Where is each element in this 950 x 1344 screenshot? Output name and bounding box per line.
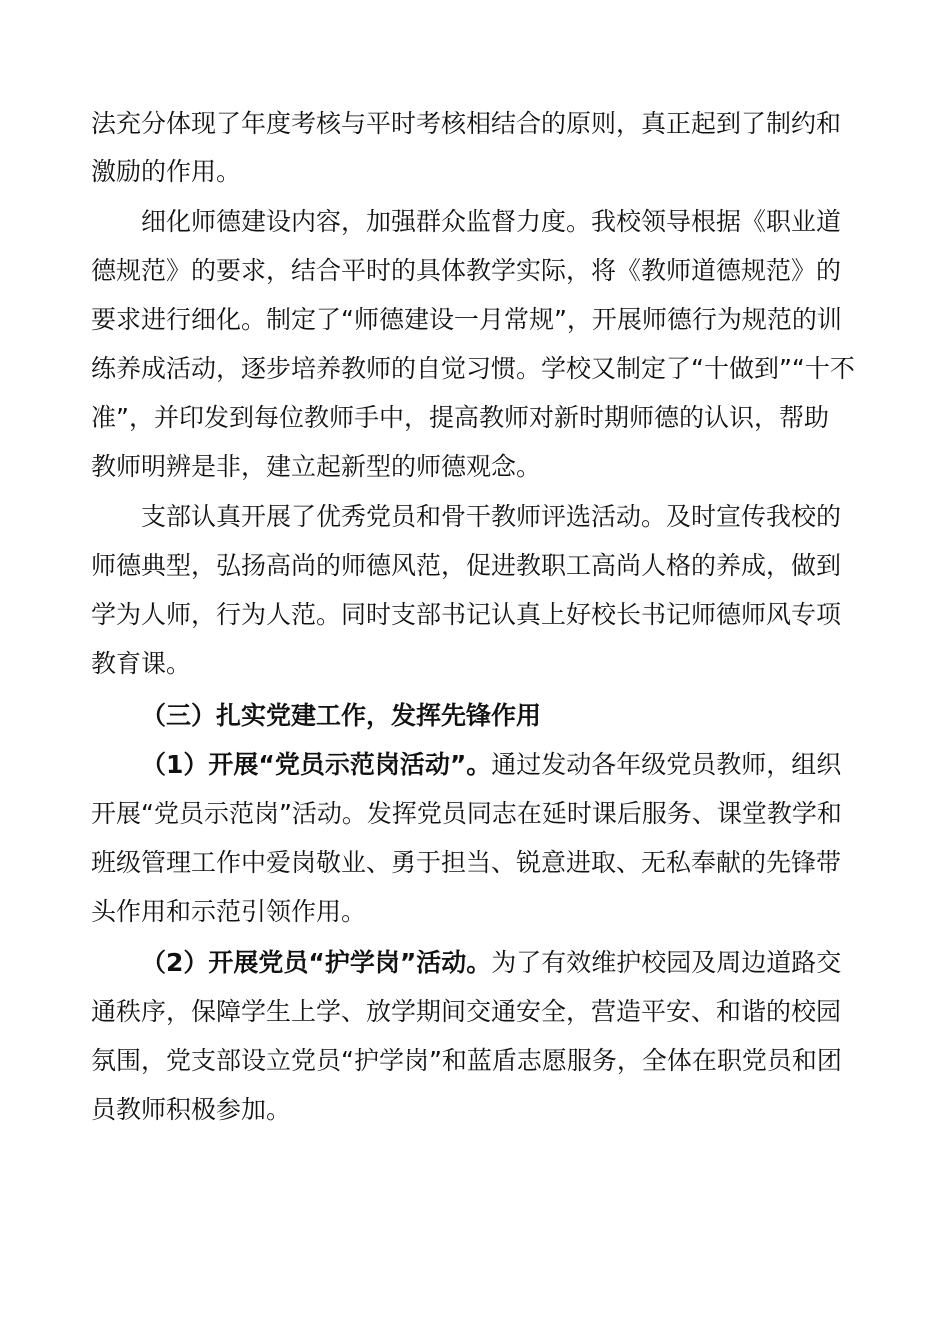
body-text-line: 练养成活动，逐步培养教师的自觉习惯。学校又制定了“十做到”“十不 — [91, 354, 855, 383]
body-text-line: 激励的作用。 — [91, 157, 242, 186]
body-text-line: 班级管理工作中爱岗敬业、勇于担当、锐意进取、无私奉献的先锋带 — [91, 848, 842, 877]
body-text-line: 员教师积极参加。 — [91, 1095, 292, 1124]
body-text-line: 法充分体现了年度考核与平时考核相结合的原则，真正起到了制约和 — [91, 109, 842, 138]
section-heading: （三）扎实党建工作，发挥先锋作用 — [141, 701, 542, 730]
body-text-line: 教育课。 — [91, 649, 192, 678]
body-text-line: 氛围，党支部设立党员“护学岗”和蓝盾志愿服务，全体在职党员和团 — [91, 1046, 842, 1075]
item-2-text: 为了有效维护校园及周边道路交 — [491, 948, 842, 977]
body-text-line: 要求进行细化。制定了“师德建设一月常规”，开展师德行为规范的训 — [91, 305, 842, 334]
body-text-line: 支部认真开展了优秀党员和骨干教师评选活动。及时宣传我校的 — [141, 502, 842, 531]
body-text-line: 开展“党员示范岗”活动。发挥党员同志在延时课后服务、课堂教学和 — [91, 799, 842, 828]
body-text-line: 通秩序，保障学生上学、放学期间交通安全，营造平安、和谐的校园 — [91, 997, 842, 1026]
body-text-line: 准”，并印发到每位教师手中，提高教师对新时期师德的认识，帮助 — [91, 403, 829, 432]
body-text-line: 教师明辨是非，建立起新型的师德观念。 — [91, 452, 542, 481]
body-text-line: 德规范》的要求，结合平时的具体教学实际，将《教师道德规范》的 — [91, 256, 842, 285]
body-text-line: 学为人师，行为人范。同时支部书记认真上好校长书记师德师风专项 — [91, 600, 842, 629]
item-1-heading: （1）开展“党员示范岗活动”。 — [141, 750, 492, 779]
item-2-first-line — [141, 947, 841, 979]
body-text-line: 头作用和示范引领作用。 — [91, 897, 367, 926]
item-1-text: 通过发动各年级党员教师，组织 — [491, 750, 842, 779]
item-2-heading: （2）开展党员“护学岗”活动。 — [141, 948, 492, 977]
body-text-line: 细化师德建设内容，加强群众监督力度。我校领导根据《职业道 — [141, 207, 842, 236]
item-1-first-line — [141, 749, 841, 781]
body-text-line: 师德典型，弘扬高尚的师德风范，促进教职工高尚人格的养成，做到 — [91, 551, 842, 580]
